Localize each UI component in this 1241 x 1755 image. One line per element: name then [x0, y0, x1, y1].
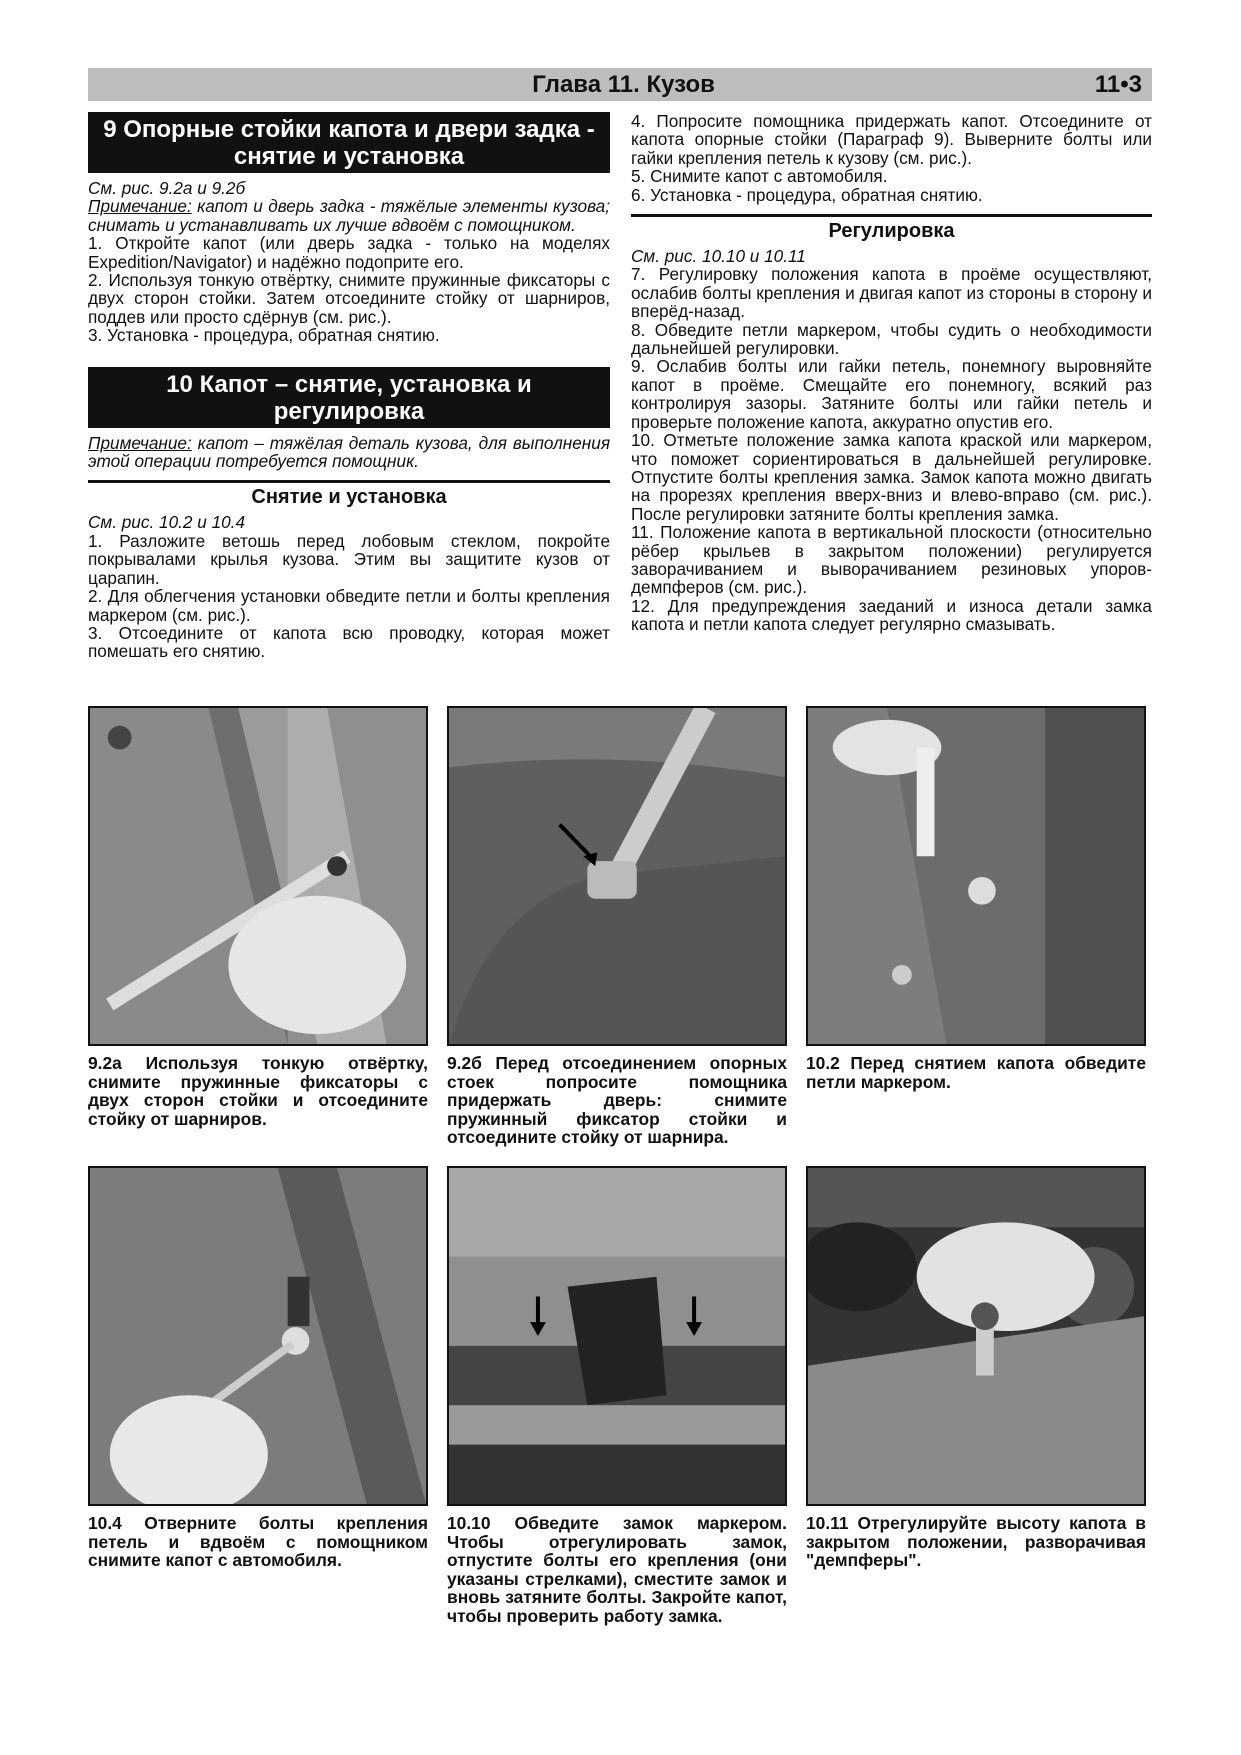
- removal-subtitle: Снятие и установка: [88, 480, 610, 509]
- step-4: 4. Попросите помощника придержать капот. Отсоедините от капота опорные стойки (Параграф 9). Выверните болты или гайки крепления петель к кузову (см. рис.).: [631, 111, 1152, 168]
- step-2b: 2. Для облегчения установки обведите петли и болты крепления маркером (см. рис.).: [88, 586, 610, 625]
- caption-10-2: 10.2 Перед снятием капота обведите петли маркером.: [806, 1053, 1146, 1092]
- section-9-note: [88, 197, 610, 234]
- section-9-ref: См. рис. 9.2а и 9.2б: [88, 178, 246, 198]
- removal-ref: См. рис. 10.2 и 10.4: [88, 512, 246, 533]
- section-10-note: [88, 434, 610, 471]
- adjust-subtitle: Регулировка: [631, 214, 1152, 243]
- photo-9-2a: [88, 706, 428, 1046]
- step-11: 11. Положение капота в вертикальной плоскости (относительно рёбер крыльев в закрытом положении) регулируется заворачиванием и выворачиванием резиновых упоров-демпферов (см. рис.).: [631, 522, 1152, 598]
- step-2: 2. Используя тонкую отвёртку, снимите пружинные фиксаторы с двух сторон стойки. Затем отсоедините стойку от шарниров, поддев или просто сдёрнув (см. рис.).: [88, 270, 610, 327]
- caption-10-4: 10.4 Отверните болты крепления петель и вдвоём с помощником снимите капот с автомобиля.: [88, 1513, 428, 1571]
- step-3b: 3. Отсоедините от капота всю проводку, которая может помешать его снятию.: [88, 622, 610, 662]
- note-text: капот – тяжёлая деталь кузова, для выполнения этой операции потребуется помощник.: [88, 432, 610, 472]
- note-label: Примечание:: [88, 432, 192, 453]
- photo-10-10: [447, 1166, 787, 1506]
- photo-9-2b: [447, 706, 787, 1046]
- step-1b: 1. Разложите ветошь перед лобовым стеклом, покройте покрывалами крылья кузова. Этим вы защитите кузов от царапин.: [88, 530, 610, 588]
- step-7: 7. Регулировку положения капота в проёме осуществляют, ослабив болты крепления и двигая капот из стороны в сторону и вперёд-назад.: [631, 264, 1152, 322]
- note-text: капот и дверь задка - тяжёлые элементы кузова; снимать и устанавливать их лучше вдвоём с помощником.: [88, 196, 610, 235]
- page-header: [88, 68, 1152, 101]
- right-column: [631, 112, 1152, 634]
- photo-10-2: [806, 706, 1146, 1046]
- step-1: 1. Откройте капот (или дверь задка - только на моделях Expedition/Navigator) и надёжно подоприте его.: [88, 233, 610, 272]
- section-10-title: 10 Капот – снятие, установка и регулировка: [88, 367, 610, 428]
- step-6: 6. Установка - процедура, обратная снятию.: [631, 184, 983, 205]
- step-8: 8. Обведите петли маркером, чтобы судить о необходимости дальнейшей регулировки.: [631, 319, 1152, 359]
- photo-10-11: [806, 1166, 1146, 1506]
- section-9-title: 9 Опорные стойки капота и двери задка - снятие и установка: [88, 112, 610, 173]
- step-5: 5. Снимите капот с автомобиля.: [631, 166, 888, 187]
- caption-9-2a: 9.2а Используя тонкую отвёртку, снимите пружинные фиксаторы с двух сторон стойки и отсоедините стойку от шарниров.: [88, 1053, 428, 1129]
- note-label: Примечание:: [88, 196, 192, 217]
- page-number: 11•3: [1094, 70, 1142, 98]
- step-9: 9. Ослабив болты или гайки петель, понемногу выровняйте капот в проёме. Смещайте его понемногу, всякий раз контролируя зазоры. Затяните болты или гайки петель и проверьте положение капота, аккуратно опустив его.: [631, 356, 1152, 432]
- step-12: 12. Для предупреждения заеданий и износа детали замка капота и петли капота следует регулярно смазывать.: [631, 595, 1152, 635]
- left-column: [88, 112, 610, 661]
- adjust-ref: См. рис. 10.10 и 10.11: [631, 246, 806, 267]
- step-3: 3. Установка - процедура, обратная снятию.: [88, 325, 440, 346]
- caption-10-11: 10.11 Отрегулируйте высоту капота в закрытом положении, разворачивая "демпферы".: [806, 1513, 1146, 1571]
- step-10: 10. Отметьте положение замка капота краской или маркером, что поможет сориентироваться в дальнейшей регулировке. Отпустите болты крепления замка. Замок капота можно двигать на прорезях крепления вверх-вниз и влево-вправо (см. рис.). После регулировки затяните болты крепления замка.: [631, 430, 1152, 524]
- caption-10-10: 10.10 Обведите замок маркером. Чтобы отрегулировать замок, отпустите болты его крепления (они указаны стрелками), сместите замок и вновь затяните болты. Закройте капот, чтобы проверить работу замка.: [447, 1513, 787, 1626]
- caption-9-2b: 9.2б Перед отсоединением опорных стоек попросите помощника придержать дверь: снимите пружинный фиксатор стойки и отсоедините стойку от шарнира.: [447, 1053, 787, 1148]
- photo-10-4: [88, 1166, 428, 1506]
- chapter-title: Глава 11. Кузов: [532, 70, 715, 98]
